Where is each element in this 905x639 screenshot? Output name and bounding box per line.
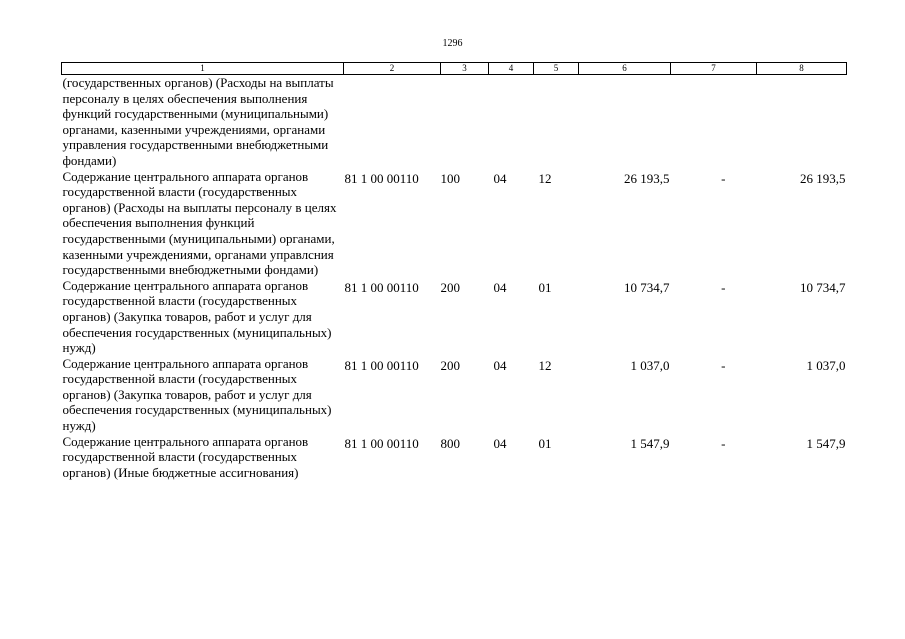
continuation-text: (государственных органов) (Расходы на выплаты персоналу в целях обеспечения выполнения функций государственными (муниципальными) органами, казенными учреждениями, органами управления государственными внебюджетными фондами) [62,75,334,168]
row-name: Содержание центрального аппарата органов государственной власти (государственных органов) (Закупка товаров, работ и услуг для обеспечения государственных (муниципальных) нужд) [62,355,332,434]
row-pr: 12 [538,357,552,373]
row-pr: 01 [538,435,552,451]
row-vr: 800 [440,435,460,451]
row-rz: 04 [493,357,507,373]
column-header: 3 [441,63,489,75]
row-total: 10 734,7 [800,279,846,295]
row-code: 81 1 00 00110 [344,357,419,373]
table-row [62,278,847,356]
budget-table [61,62,847,480]
row-change: - [721,170,726,186]
column-header: 7 [671,63,757,75]
row-rz: 04 [493,279,507,295]
row-total: 1 547,9 [806,435,846,451]
column-header: 4 [489,63,534,75]
table-row [62,434,847,481]
column-header: 8 [757,63,847,75]
row-name: Содержание центрального аппарата органов государственной власти (государственных органов) (Иные бюджетные ассигнования) [62,433,309,480]
continuation-row [62,75,847,169]
row-total: 1 037,0 [806,357,846,373]
row-sum: 10 734,7 [624,279,670,295]
row-vr: 200 [440,279,460,295]
column-header: 2 [344,63,441,75]
row-code: 81 1 00 00110 [344,170,419,186]
row-rz: 04 [493,170,507,186]
row-vr: 200 [440,357,460,373]
row-sum: 1 547,9 [630,435,670,451]
column-header: 5 [534,63,579,75]
table-row [62,356,847,434]
row-change: - [721,357,726,373]
row-total: 26 193,5 [800,170,846,186]
row-sum: 26 193,5 [624,170,670,186]
row-change: - [721,435,726,451]
column-header: 6 [579,63,671,75]
page-number: 1296 [442,38,463,49]
row-sum: 1 037,0 [630,357,670,373]
row-pr: 12 [538,170,552,186]
column-number-row [62,63,847,75]
table-row [62,169,847,278]
row-change: - [721,279,726,295]
row-vr: 100 [440,170,460,186]
row-code: 81 1 00 00110 [344,435,419,451]
row-code: 81 1 00 00110 [344,279,419,295]
row-rz: 04 [493,435,507,451]
column-header: 1 [62,63,344,75]
row-name: Содержание центрального аппарата органов государственной власти (государственных органов) (Расходы на выплаты персоналу в целях обеспечения выполнения функций государственными (муниципальными) органами, казенными учреждениями, органами управлсния государственными внебюджетными фондами) [62,168,337,278]
row-pr: 01 [538,279,552,295]
row-name: Содержание центрального аппарата органов государственной власти (государственных органов) (Закупка товаров, работ и услуг для обеспечения государственных (муниципальных) нужд) [62,277,332,356]
